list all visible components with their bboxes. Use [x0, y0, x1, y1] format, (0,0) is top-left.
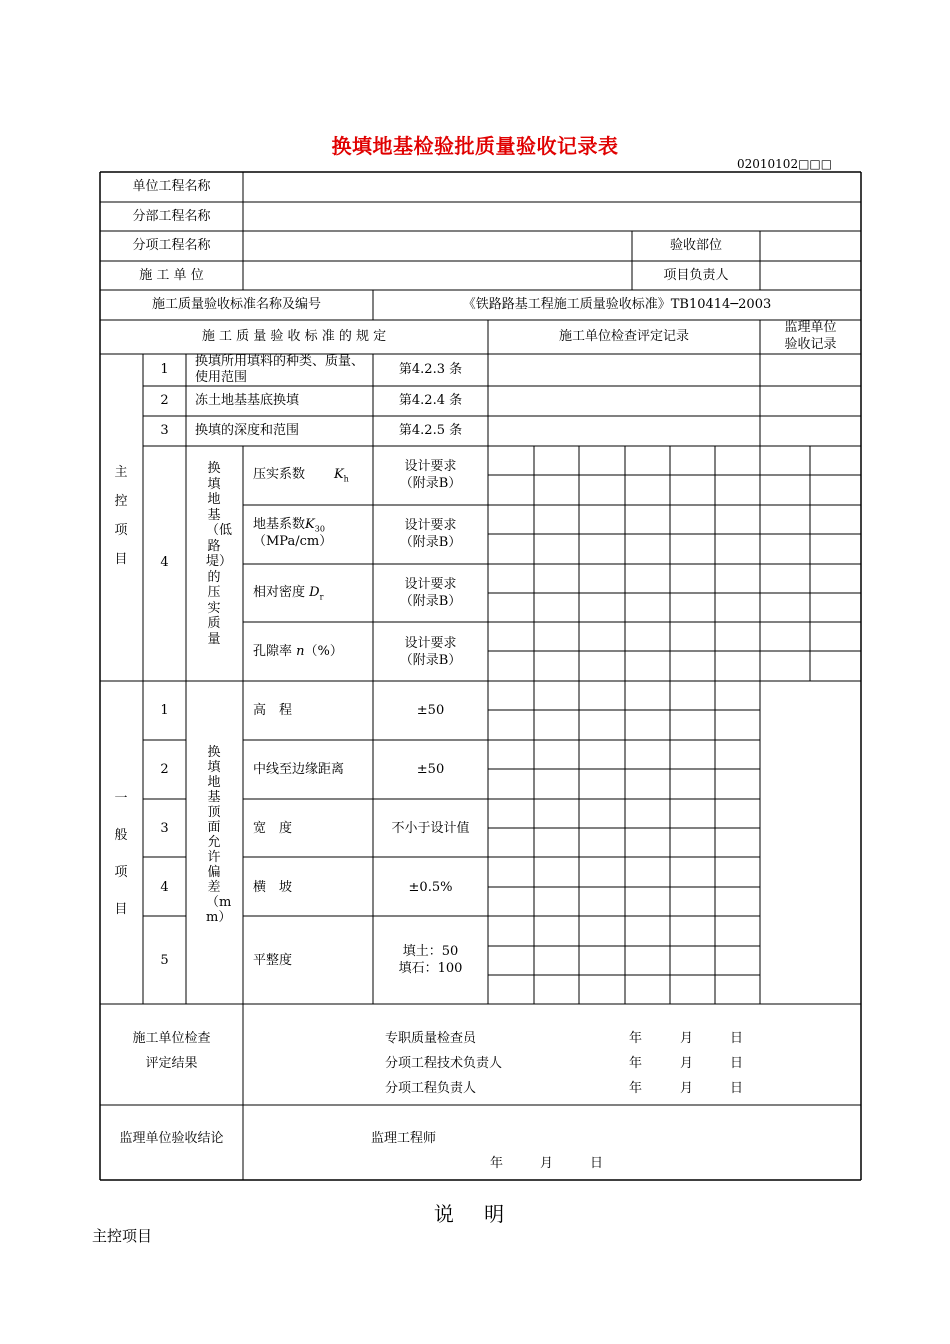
k30-row-unit: （MPa/cm） — [253, 534, 333, 549]
general-item-1-value: ±50 — [416, 703, 445, 718]
date-day-1: 日 — [730, 1031, 744, 1046]
main-control-label: 主控项目 — [114, 465, 128, 567]
supervision-date-month: 月 — [540, 1156, 554, 1171]
general-item-4-no: 4 — [160, 880, 169, 895]
quality-inspector-label: 专职质量检查员 — [385, 1031, 477, 1046]
main-item-2-desc: 冻土地基基底换填 — [195, 393, 300, 408]
form-title: 换填地基检验批质量验收记录表 — [331, 134, 619, 158]
supervising-engineer-label: 监理工程师 — [371, 1131, 437, 1146]
main-item-4-no: 4 — [160, 555, 169, 570]
date-month-2: 月 — [680, 1056, 694, 1071]
project-leader-label: 项目负责人 — [663, 268, 729, 283]
general-item-5-name: 平整度 — [253, 953, 293, 968]
main-item-2-clause: 第4.2.4 条 — [398, 393, 463, 408]
date-day-3: 日 — [730, 1081, 744, 1096]
dr-row-label: 相对密度 $D_r$ — [253, 585, 324, 602]
standard-label: 施工质量验收标准名称及编号 — [151, 297, 321, 312]
acceptance-part-label: 验收部位 — [669, 238, 722, 253]
explanation-heading: 说 明 — [433, 1202, 517, 1226]
porosity-row-label: 孔隙率 n（%） — [253, 644, 343, 659]
porosity-req: 设计要求 — [404, 636, 457, 651]
main-item-4-group: 换填地基（低路堤）的压实质量 — [206, 461, 233, 647]
general-item-2-name: 中线至边缘距离 — [253, 762, 345, 777]
porosity-req-appendix: （附录B） — [399, 653, 462, 668]
general-item-3-no: 3 — [160, 821, 169, 836]
general-items-label: 一般项目 — [114, 791, 128, 917]
construction-record-heading: 施工单位检查评定记录 — [558, 329, 689, 344]
general-item-5-value-fill: 填土：50 — [402, 944, 459, 959]
main-item-1-clause: 第4.2.3 条 — [398, 362, 463, 377]
date-day-2: 日 — [730, 1056, 744, 1071]
k30-row-label: 地基系数$K_{30}$ — [253, 517, 325, 534]
unit-project-label: 单位工程名称 — [132, 179, 211, 194]
main-item-3-no: 3 — [160, 423, 169, 438]
construction-check-label: 施工单位检查 — [132, 1031, 211, 1046]
supervision-date-year: 年 — [490, 1156, 504, 1171]
k30-req-appendix: （附录B） — [399, 535, 462, 550]
general-item-4-name: 横 坡 — [253, 880, 293, 895]
general-item-3-value: 不小于设计值 — [391, 821, 470, 836]
standard-value: 《铁路路基工程施工质量验收标准》TB10414─2003 — [462, 297, 772, 312]
date-year-1: 年 — [629, 1031, 643, 1046]
construction-unit-label: 施 工 单 位 — [139, 268, 204, 283]
main-item-1-no: 1 — [160, 362, 169, 377]
general-item-1-name: 高 程 — [253, 703, 293, 718]
main-item-2-no: 2 — [160, 393, 169, 408]
supervision-record-heading: 监理单位 — [784, 320, 837, 335]
date-month-3: 月 — [680, 1081, 694, 1096]
date-year-2: 年 — [629, 1056, 643, 1071]
k-h-req-appendix: （附录B） — [399, 476, 462, 491]
dr-req: 设计要求 — [404, 577, 457, 592]
k30-req: 设计要求 — [404, 518, 457, 533]
form-code: 02010102□□□ — [737, 157, 833, 171]
spec-heading: 施 工 质 量 验 收 标 准 的 规 定 — [201, 329, 387, 344]
general-item-5-no: 5 — [160, 953, 169, 968]
footer-main-control-text: 主控项目 — [92, 1227, 153, 1245]
k-h-req: 设计要求 — [404, 459, 457, 474]
general-item-5-value-rock: 填石：100 — [398, 961, 463, 976]
construction-check-label-line2: 评定结果 — [145, 1056, 198, 1071]
division-project-label: 分部工程名称 — [132, 209, 211, 224]
subitem-leader-label: 分项工程负责人 — [385, 1081, 477, 1096]
technical-leader-label: 分项工程技术负责人 — [385, 1056, 503, 1071]
dr-req-appendix: （附录B） — [399, 594, 462, 609]
k-h-row-label: 压实系数 $K_h$ — [253, 467, 349, 484]
main-item-3-clause: 第4.2.5 条 — [398, 423, 463, 438]
supervision-conclusion-label: 监理单位验收结论 — [119, 1131, 224, 1146]
date-month-1: 月 — [680, 1031, 694, 1046]
main-item-3-desc: 换填的深度和范围 — [195, 423, 300, 438]
general-item-2-value: ±50 — [416, 762, 445, 777]
supervision-record-heading-line2: 验收记录 — [784, 337, 837, 352]
main-item-1-desc: 换填所用填料的种类、质量、使用范围 — [195, 354, 365, 385]
general-item-2-no: 2 — [160, 762, 169, 777]
general-item-4-value: ±0.5% — [408, 880, 453, 895]
date-year-3: 年 — [629, 1081, 643, 1096]
general-item-1-no: 1 — [160, 703, 169, 718]
general-group-label: 换填地基顶面允许偏差（mm） — [206, 745, 232, 925]
general-item-3-name: 宽 度 — [253, 821, 293, 836]
subitem-project-label: 分项工程名称 — [132, 238, 211, 253]
supervision-date-day: 日 — [590, 1156, 604, 1171]
